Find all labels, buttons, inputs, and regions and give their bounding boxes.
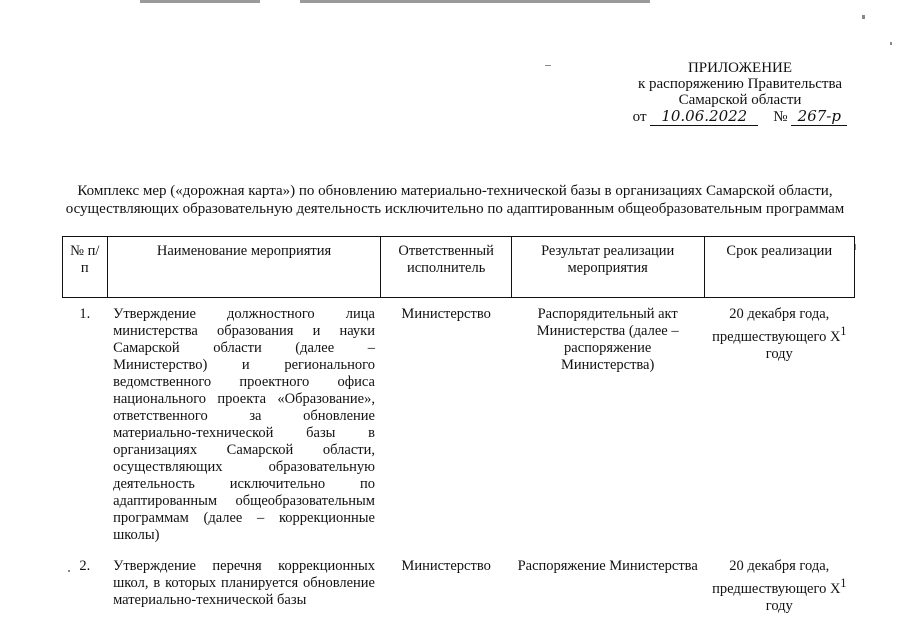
handwritten-number: 267-р	[797, 107, 841, 125]
appendix-date-line	[600, 108, 880, 126]
row-num: 1.	[79, 306, 91, 322]
scan-speck	[890, 42, 892, 45]
number-prefix: №	[773, 109, 788, 125]
row-name: Утверждение должностного лица министерства образования и науки Самарской области (далее – Министерство) и регионального ведомственного проектного офиса национального проекта «Образование», ответственного за обновление материально-технической базы в организациях Самарской области, осуществляющих образовательную деятельность исключительно по адаптированным общеобразовательным программам (далее – коррекционные школы)	[113, 306, 375, 543]
term-tail: году	[765, 345, 793, 362]
header-result: Результат реализации мероприятия	[511, 237, 704, 298]
appendix-title: ПРИЛОЖЕНИЕ	[687, 60, 793, 76]
row-result: Распорядительный акт Министерства (далее – распоряжение Министерства)	[536, 306, 679, 373]
row-num: 2.	[79, 558, 91, 574]
scan-speck	[545, 65, 551, 66]
header-responsible: Ответственный исполнитель	[381, 237, 511, 298]
term-tail: году	[765, 597, 793, 614]
header-num: № п/п	[63, 237, 108, 298]
row-result: Распоряжение Министерства	[517, 558, 698, 574]
document-title-line-1: Комплекс мер («дорожная карта») по обновлению материально-технической базы в организациях Самарской области,	[77, 183, 833, 199]
row-term	[704, 550, 854, 621]
table-row	[63, 298, 855, 551]
handwritten-date: 10.06.2022	[661, 107, 748, 125]
term-text: 20 декабря года, предшествующего X	[712, 306, 841, 345]
table-row	[63, 550, 855, 621]
appendix-line-2: Самарской области	[678, 92, 802, 108]
appendix-header	[600, 60, 880, 126]
row-responsible: Министерство	[401, 558, 491, 574]
term-footnote: 1	[840, 576, 847, 590]
measures-table	[62, 236, 855, 621]
scan-edge-artifact	[0, 0, 905, 4]
row-name: Утверждение перечня коррекционных школ, в которых планируется обновление материально-технической базы	[113, 558, 375, 608]
document-title	[40, 182, 870, 218]
table-header-row	[63, 237, 855, 298]
scan-speck	[862, 15, 865, 19]
date-prefix: от	[632, 109, 647, 125]
row-responsible: Министерство	[401, 306, 491, 322]
header-name: Наименование мероприятия	[107, 237, 381, 298]
term-text: 20 декабря года, предшествующего X	[712, 558, 841, 597]
row-term	[704, 298, 854, 551]
scan-speck	[855, 244, 856, 250]
header-term: Срок реализации	[704, 237, 854, 298]
appendix-line-1: к распоряжению Правительства	[637, 76, 842, 92]
term-footnote: 1	[840, 324, 847, 338]
document-title-line-2: осуществляющих образовательную деятельность исключительно по адаптированным общеобразовательным программам	[65, 201, 845, 217]
